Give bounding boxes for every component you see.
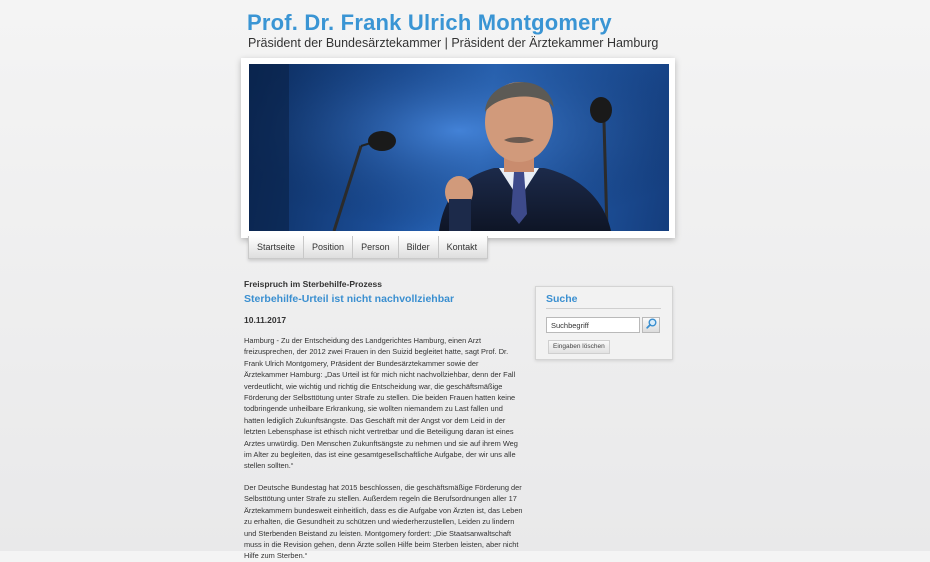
nav-item-bilder[interactable]: Bilder	[399, 236, 439, 258]
article-paragraph: Der Deutsche Bundestag hat 2015 beschlossen, die geschäftsmäßige Förderung der Selbsttötung unter Strafe zu stellen. Außerdem regeln die Berufsordnungen aller 17 Ärztekammern bundesweit einheitlich, dass es die Aufgabe von Ärzten ist, das Leben zu erhalten, die Gesundheit zu schützen und wiederherzustellen, Leiden zu lindern und Sterbenden Beistand zu leisten. Montgomery fordert: „Die Staatsanwaltschaft muss in die Revision gehen, denn Ärzte sollen Hilfe beim Sterben leisten, aber nicht Hilfe zum Sterben.“	[244, 482, 523, 561]
search-panel	[535, 286, 673, 360]
search-divider	[546, 308, 661, 309]
search-button[interactable]	[642, 317, 660, 333]
search-input[interactable]	[546, 317, 640, 333]
nav-item-person[interactable]: Person	[353, 236, 399, 258]
article-date: 10.11.2017	[244, 315, 287, 325]
clear-input-button[interactable]: Eingaben löschen	[548, 340, 610, 354]
article-paragraph: Hamburg - Zu der Entscheidung des Landgerichtes Hamburg, einen Arzt freizusprechen, der 2012 zwei Frauen in den Suizid begleitet hatte, sagt Prof. Dr. Frank Ulrich Montgomery, Präsident der Bundesärztekammer sowie der Ärztekammer Hamburg: „Das Urteil ist für mich nicht nachvollziehbar, denn der Fall verdeutlicht, wie wichtig und richtig die Entscheidung war, die geschäftsmäßige Förderung der Selbsttötung unter Strafe zu stellen. Die beiden Frauen hatten keine todbringende unheilbare Erkrankung, sie wollten niemandem zu Last fallen und hatten lediglich Zukunftsängste. Das Geschäft mit der Angst vor dem Leid in der letzten Lebensphase ist ethisch nicht vertretbar und die Beteiligung daran ist eines Arztes unwürdig. Den Menschen Zukunftsängste zu nehmen und sie auf ihrem Weg im Alter zu begleiten, das ist eine gesamtgesellschaftliche Aufgabe, der wir uns alle stellen sollten.“	[244, 336, 518, 471]
nav-item-startseite[interactable]: Startseite	[249, 236, 304, 258]
article-kicker: Freispruch im Sterbehilfe-Prozess	[244, 279, 382, 289]
site-title: Prof. Dr. Frank Ulrich Montgomery	[247, 10, 612, 35]
article-headline[interactable]: Sterbehilfe-Urteil ist nicht nachvollziehbar	[244, 293, 455, 305]
nav-item-position[interactable]: Position	[304, 236, 353, 258]
search-title: Suche	[546, 293, 578, 305]
news-article	[244, 279, 524, 562]
main-nav	[248, 236, 488, 259]
nav-item-kontakt[interactable]: Kontakt	[446, 242, 478, 252]
hero-photo	[249, 64, 669, 231]
site-subtitle: Präsident der Bundesärztekammer | Präsident der Ärztekammer Hamburg	[248, 36, 659, 50]
magnifier-icon	[646, 316, 657, 334]
